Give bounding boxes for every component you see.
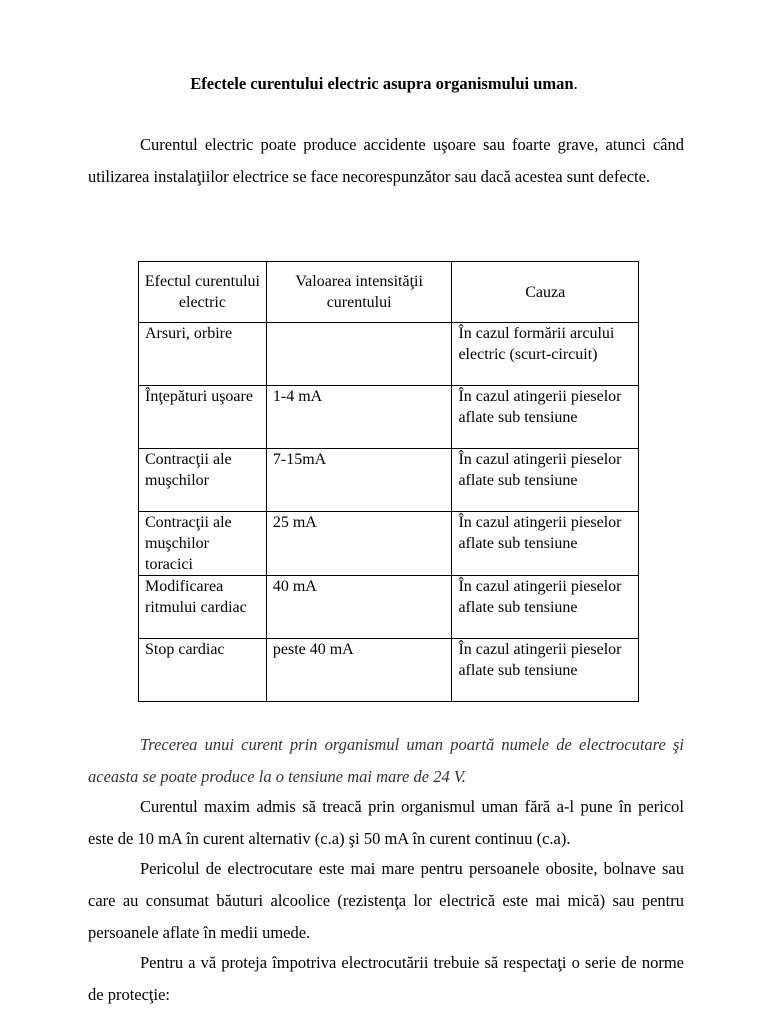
table-cell-effect: Contracţii ale muşchilor toracici	[139, 512, 267, 576]
table-cell-effect: Înţepături uşoare	[139, 386, 267, 449]
table-header-current-value: Valoarea intensităţii curentului	[266, 262, 452, 323]
table-cell-cause: În cazul atingerii pieselor aflate sub tensiune	[452, 386, 639, 449]
document-title-text: Efectele curentului electric asupra organismului uman	[190, 74, 574, 93]
table-cell-effect: Arsuri, orbire	[139, 323, 267, 386]
electrocution-definition-paragraph: Trecerea unui curent prin organismul uman poartă numele de electrocutare şi aceasta se poate produce la o tensiune mai mare de 24 V.	[88, 735, 684, 786]
table-cell-cause: În cazul atingerii pieselor aflate sub tensiune	[452, 512, 639, 576]
table-cell-effect: Modificarea ritmului cardiac	[139, 576, 267, 639]
table-row	[139, 449, 639, 512]
table-header-row	[139, 262, 639, 323]
table-cell-cause: În cazul formării arcului electric (scurt-circuit)	[452, 323, 639, 386]
table-cell-effect: Stop cardiac	[139, 639, 267, 702]
effects-table	[138, 261, 639, 702]
table-row	[139, 323, 639, 386]
table-header-cause: Cauza	[452, 262, 639, 323]
table-row	[139, 386, 639, 449]
table-cell-current-value: peste 40 mA	[266, 639, 452, 702]
protection-paragraph: Pentru a vă proteja împotriva electrocutării trebuie să respectaţi o serie de norme de protecţie:	[88, 953, 684, 1004]
table-row	[139, 576, 639, 639]
danger-paragraph: Pericolul de electrocutare este mai mare pentru persoanele obosite, bolnave sau care au consumat băuturi alcoolice (rezistenţa lor electrică este mai mică) sau pentru persoanele aflate în medii umede.	[88, 859, 684, 942]
table-cell-current-value	[266, 323, 452, 386]
max-current-paragraph: Curentul maxim admis să treacă prin organismul uman fără a-l pune în pericol este de 10 mA în curent alternativ (c.a) şi 50 mA în curent continuu (c.a).	[88, 797, 684, 848]
table-cell-current-value: 40 mA	[266, 576, 452, 639]
table-row	[139, 512, 639, 576]
table-cell-cause: În cazul atingerii pieselor aflate sub tensiune	[452, 576, 639, 639]
table-cell-current-value: 25 mA	[266, 512, 452, 576]
document-title	[0, 74, 768, 94]
table-cell-current-value: 1-4 mA	[266, 386, 452, 449]
table-cell-current-value: 7-15mA	[266, 449, 452, 512]
table-cell-effect: Contracţii ale muşchilor	[139, 449, 267, 512]
table-cell-cause: În cazul atingerii pieselor aflate sub tensiune	[452, 639, 639, 702]
document-title-period: .	[573, 74, 578, 93]
table-cell-cause: În cazul atingerii pieselor aflate sub tensiune	[452, 449, 639, 512]
table-header-effect: Efectul curentului electric	[139, 262, 267, 323]
intro-paragraph: Curentul electric poate produce accidente uşoare sau foarte grave, atunci când utilizarea instalaţiilor electrice se face necorespunzător sau dacă acestea sunt defecte.	[88, 135, 684, 186]
table-row	[139, 639, 639, 702]
